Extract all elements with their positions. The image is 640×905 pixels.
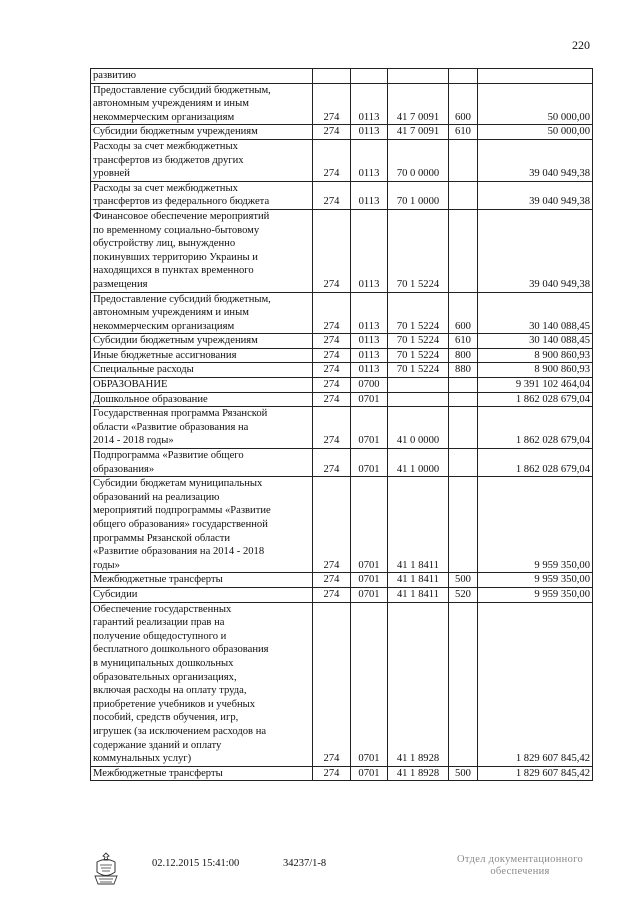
cell-expense-type: 600 (449, 83, 478, 125)
cell-article-code: 41 1 8411 (388, 477, 449, 573)
cell-admin-code: 274 (313, 378, 351, 393)
cell-section-code: 0701 (351, 766, 388, 781)
cell-amount: 1 829 607 845,42 (478, 602, 593, 766)
cell-section-code: 0113 (351, 125, 388, 140)
cell-section-code: 0113 (351, 209, 388, 292)
cell-section-code: 0701 (351, 587, 388, 602)
stamp-line-2: обеспечения (490, 866, 550, 877)
cell-admin-code: 274 (313, 363, 351, 378)
cell-article-code: 70 1 5224 (388, 209, 449, 292)
cell-admin-code: 274 (313, 83, 351, 125)
cell-admin-code: 274 (313, 139, 351, 181)
table-row (91, 69, 593, 84)
table-row (91, 766, 593, 781)
budget-table-body (91, 69, 593, 781)
cell-amount: 9 391 102 464,04 (478, 378, 593, 393)
cell-name: Межбюджетные трансферты (91, 766, 313, 781)
cell-article-code: 41 1 8411 (388, 587, 449, 602)
cell-expense-type: 500 (449, 573, 478, 588)
cell-name: Предоставление субсидий бюджетным, автономным учреждениям и иным некоммерческим организациям (91, 292, 313, 334)
cell-section-code: 0700 (351, 378, 388, 393)
table-row (91, 477, 593, 573)
cell-amount: 39 040 949,38 (478, 139, 593, 181)
cell-name: Субсидии бюджетным учреждениям (91, 334, 313, 349)
cell-name: Специальные расходы (91, 363, 313, 378)
cell-section-code (351, 69, 388, 84)
table-row (91, 125, 593, 140)
cell-section-code: 0701 (351, 449, 388, 477)
cell-amount: 39 040 949,38 (478, 181, 593, 209)
cell-article-code (388, 69, 449, 84)
cell-article-code: 70 1 5224 (388, 334, 449, 349)
cell-amount: 50 000,00 (478, 125, 593, 140)
cell-name: развитию (91, 69, 313, 84)
cell-admin-code: 274 (313, 348, 351, 363)
cell-expense-type (449, 378, 478, 393)
table-row (91, 392, 593, 407)
cell-article-code: 41 0 0000 (388, 407, 449, 449)
cell-name: Расходы за счет межбюджетных трансфертов из бюджетов других уровней (91, 139, 313, 181)
cell-admin-code: 274 (313, 392, 351, 407)
cell-admin-code: 274 (313, 181, 351, 209)
cell-amount: 30 140 088,45 (478, 334, 593, 349)
cell-expense-type: 600 (449, 292, 478, 334)
cell-expense-type: 500 (449, 766, 478, 781)
cell-name: Государственная программа Рязанской области «Развитие образования на 2014 - 2018 годы» (91, 407, 313, 449)
cell-name: Обеспечение государственных гарантий реализации прав на получение общедоступного и бесплатного дошкольного образования в муниципальных дошкольных образовательных организациях, включая расходы на оплату труда, приобретение учебников и учебных пособий, средств обучения, игр, игрушек (за исключением расходов на содержание зданий и оплату коммунальных услуг) (91, 602, 313, 766)
cell-article-code: 70 1 0000 (388, 181, 449, 209)
cell-section-code: 0701 (351, 392, 388, 407)
cell-name: Субсидии (91, 587, 313, 602)
cell-expense-type (449, 477, 478, 573)
cell-expense-type (449, 392, 478, 407)
cell-admin-code (313, 69, 351, 84)
cell-article-code: 41 1 8928 (388, 602, 449, 766)
table-row (91, 363, 593, 378)
cell-admin-code: 274 (313, 334, 351, 349)
budget-table (90, 68, 593, 781)
cell-name: Субсидии бюджетам муниципальных образований на реализацию мероприятий подпрограммы «Развитие общего образования» государственной программы Рязанской области «Развитие образования на 2014 - 2018 годы» (91, 477, 313, 573)
cell-admin-code: 274 (313, 407, 351, 449)
cell-section-code: 0113 (351, 334, 388, 349)
cell-amount: 9 959 350,00 (478, 573, 593, 588)
cell-amount: 8 900 860,93 (478, 348, 593, 363)
cell-expense-type: 610 (449, 125, 478, 140)
department-stamp (440, 854, 600, 878)
cell-expense-type (449, 209, 478, 292)
cell-name: Финансовое обеспечение мероприятий по временному социально-бытовому обустройству лиц, вынужденно покинувших территорию Украины и находящихся в пунктах временного размещения (91, 209, 313, 292)
cell-section-code: 0701 (351, 602, 388, 766)
cell-admin-code: 274 (313, 209, 351, 292)
table-row (91, 181, 593, 209)
table-row (91, 292, 593, 334)
table-row (91, 449, 593, 477)
cell-expense-type (449, 602, 478, 766)
cell-admin-code: 274 (313, 449, 351, 477)
page-footer (0, 852, 640, 892)
cell-expense-type: 880 (449, 363, 478, 378)
cell-section-code: 0701 (351, 477, 388, 573)
cell-name: Субсидии бюджетным учреждениям (91, 125, 313, 140)
cell-article-code: 70 1 5224 (388, 363, 449, 378)
cell-admin-code: 274 (313, 292, 351, 334)
cell-article-code: 41 1 0000 (388, 449, 449, 477)
cell-amount: 9 959 350,00 (478, 587, 593, 602)
table-row (91, 378, 593, 393)
cell-admin-code: 274 (313, 766, 351, 781)
cell-amount: 50 000,00 (478, 83, 593, 125)
cell-article-code: 41 1 8928 (388, 766, 449, 781)
cell-amount: 9 959 350,00 (478, 477, 593, 573)
table-row (91, 83, 593, 125)
cell-amount: 1 862 028 679,04 (478, 449, 593, 477)
page-number: 220 (572, 38, 590, 52)
footer-doc-number: 34237/1-8 (283, 858, 327, 869)
cell-expense-type (449, 139, 478, 181)
cell-amount: 8 900 860,93 (478, 363, 593, 378)
coat-of-arms-icon (92, 852, 120, 886)
cell-article-code: 70 1 5224 (388, 292, 449, 334)
cell-section-code: 0701 (351, 407, 388, 449)
cell-section-code: 0113 (351, 363, 388, 378)
cell-admin-code: 274 (313, 573, 351, 588)
cell-article-code: 70 1 5224 (388, 348, 449, 363)
cell-expense-type: 800 (449, 348, 478, 363)
cell-name: Подпрограмма «Развитие общего образования» (91, 449, 313, 477)
cell-section-code: 0113 (351, 292, 388, 334)
table-row (91, 348, 593, 363)
cell-expense-type: 520 (449, 587, 478, 602)
footer-timestamp: 02.12.2015 15:41:00 (152, 858, 240, 869)
cell-article-code: 70 0 0000 (388, 139, 449, 181)
table-row (91, 602, 593, 766)
cell-section-code: 0113 (351, 139, 388, 181)
cell-admin-code: 274 (313, 587, 351, 602)
cell-section-code: 0701 (351, 573, 388, 588)
cell-section-code: 0113 (351, 83, 388, 125)
cell-expense-type: 610 (449, 334, 478, 349)
cell-expense-type (449, 69, 478, 84)
cell-name: Дошкольное образование (91, 392, 313, 407)
cell-section-code: 0113 (351, 348, 388, 363)
cell-article-code (388, 378, 449, 393)
table-row (91, 209, 593, 292)
stamp-line-1: Отдел документационного (456, 854, 584, 865)
cell-amount: 1 862 028 679,04 (478, 392, 593, 407)
cell-amount: 30 140 088,45 (478, 292, 593, 334)
cell-article-code: 41 7 0091 (388, 125, 449, 140)
table-row (91, 407, 593, 449)
cell-expense-type (449, 181, 478, 209)
cell-article-code: 41 1 8411 (388, 573, 449, 588)
cell-section-code: 0113 (351, 181, 388, 209)
cell-expense-type (449, 449, 478, 477)
cell-name: Межбюджетные трансферты (91, 573, 313, 588)
cell-name: Предоставление субсидий бюджетным, автономным учреждениям и иным некоммерческим организациям (91, 83, 313, 125)
cell-name: Иные бюджетные ассигнования (91, 348, 313, 363)
cell-admin-code: 274 (313, 125, 351, 140)
cell-article-code (388, 392, 449, 407)
cell-amount (478, 69, 593, 84)
table-row (91, 334, 593, 349)
cell-admin-code: 274 (313, 477, 351, 573)
cell-amount: 1 862 028 679,04 (478, 407, 593, 449)
cell-name: Расходы за счет межбюджетных трансфертов из федерального бюджета (91, 181, 313, 209)
cell-amount: 1 829 607 845,42 (478, 766, 593, 781)
cell-name: ОБРАЗОВАНИЕ (91, 378, 313, 393)
cell-admin-code: 274 (313, 602, 351, 766)
cell-amount: 39 040 949,38 (478, 209, 593, 292)
cell-expense-type (449, 407, 478, 449)
table-row (91, 587, 593, 602)
cell-article-code: 41 7 0091 (388, 83, 449, 125)
table-row (91, 573, 593, 588)
table-row (91, 139, 593, 181)
